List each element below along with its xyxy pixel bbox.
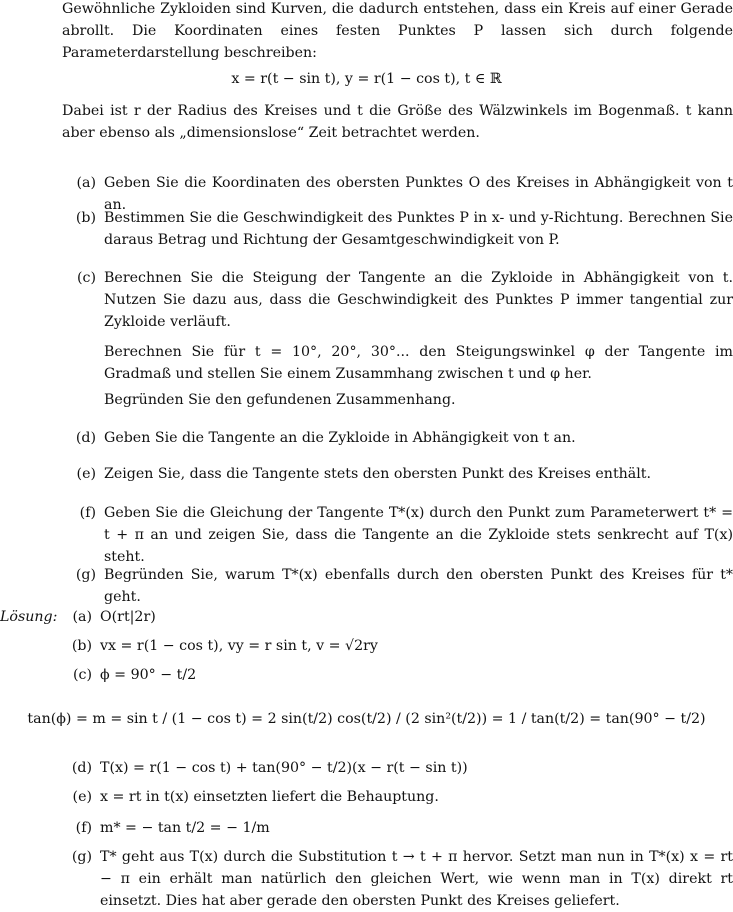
task-b-label: (b) bbox=[75, 210, 96, 226]
solution-c-label: (c) bbox=[72, 667, 92, 683]
solution-a-text: O(rt|2r) bbox=[100, 609, 156, 625]
intro-paragraph-1: Gewöhnliche Zykloiden sind Kurven, die dadurch entstehen, dass ein Kreis auf einer Gerade abrollt. Die Koordinaten eines festen Punktes P lassen sich durch folgende Parameterdarstellung beschreiben: bbox=[62, 1, 733, 61]
task-a-text: Geben Sie die Koordinaten des obersten Punktes O des Kreises in Abhängigkeit von t an. bbox=[104, 175, 733, 213]
task-f-text: Geben Sie die Gleichung der Tangente T*(x) durch den Punkt zum Parameterwert t* = t + π an und zeigen Sie, dass die Tangente an die Zykloide stets senkrecht auf T(x) steht. bbox=[104, 505, 733, 565]
solution-heading: Lösung: bbox=[0, 609, 58, 625]
solution-b-text: vx = r(1 − cos t), vy = r sin t, v = √2ry bbox=[100, 638, 378, 654]
parametric-formula: x = r(t − sin t), y = r(1 − cos t), t ∈ ℝ bbox=[231, 71, 502, 87]
task-g-label: (g) bbox=[75, 567, 96, 583]
task-c-text: Berechnen Sie die Steigung der Tangente an die Zykloide in Abhängigkeit von t. Nutzen Sie dazu aus, dass die Geschwindigkeit des Punktes P immer tangential zur Zykloide verläuft. bbox=[104, 270, 733, 330]
solution-a-label: (a) bbox=[72, 609, 92, 625]
task-c-text-3: Begründen Sie den gefundenen Zusammenhang. bbox=[104, 392, 456, 408]
task-d-label: (d) bbox=[75, 430, 96, 446]
intro-paragraph-2: Dabei ist r der Radius des Kreises und t die Größe des Wälzwinkels im Bogenmaß. t kann aber ebenso als „dimensionslose“ Zeit betrachtet werden. bbox=[62, 103, 733, 141]
solution-d-label: (d) bbox=[71, 760, 92, 776]
task-b-text: Bestimmen Sie die Geschwindigkeit des Punktes P in x- und y-Richtung. Berechnen Sie daraus Betrag und Richtung der Gesamtgeschwindigkeit von P. bbox=[104, 210, 733, 248]
task-a-label: (a) bbox=[76, 175, 96, 191]
task-e-label: (e) bbox=[76, 466, 96, 482]
solution-f-label: (f) bbox=[75, 820, 92, 836]
solution-f-text: m* = − tan t/2 = − 1/m bbox=[100, 820, 270, 836]
solution-g-text: T* geht aus T(x) durch die Substitution t → t + π hervor. Setzt man nun in T*(x) x = rt − π ein erhält man natürlich den gleichen Wert, wie wenn man in T(x) direkt rt einsetzt. Dies hat aber gerade den obersten Punkt des Kreises geliefert. bbox=[100, 849, 733, 909]
solution-g-label: (g) bbox=[71, 849, 92, 865]
task-f-label: (f) bbox=[79, 505, 96, 521]
solution-d-text: T(x) = r(1 − cos t) + tan(90° − t/2)(x − r(t − sin t)) bbox=[100, 760, 468, 776]
solution-e-label: (e) bbox=[72, 789, 92, 805]
solution-c-display-formula: tan(ϕ) = m = sin t / (1 − cos t) = 2 sin(t/2) cos(t/2) / (2 sin²(t/2)) = 1 / tan(t/2) = tan(90° − t/2) bbox=[27, 711, 706, 727]
task-c-text-2: Berechnen Sie für t = 10°, 20°, 30°... den Steigungswinkel φ der Tangente im Gradmaß und stellen Sie einem Zusammhang zwischen t und φ her. bbox=[104, 344, 733, 382]
task-c-label: (c) bbox=[76, 270, 96, 286]
solution-c-text: ϕ = 90° − t/2 bbox=[100, 667, 197, 683]
solution-e-text: x = rt in t(x) einsetzten liefert die Behauptung. bbox=[100, 789, 439, 805]
solution-b-label: (b) bbox=[71, 638, 92, 654]
task-e-text: Zeigen Sie, dass die Tangente stets den obersten Punkt des Kreises enthält. bbox=[104, 466, 651, 482]
task-d-text: Geben Sie die Tangente an die Zykloide in Abhängigkeit von t an. bbox=[104, 430, 576, 446]
task-g-text: Begründen Sie, warum T*(x) ebenfalls durch den obersten Punkt des Kreises für t* geht. bbox=[104, 567, 733, 605]
